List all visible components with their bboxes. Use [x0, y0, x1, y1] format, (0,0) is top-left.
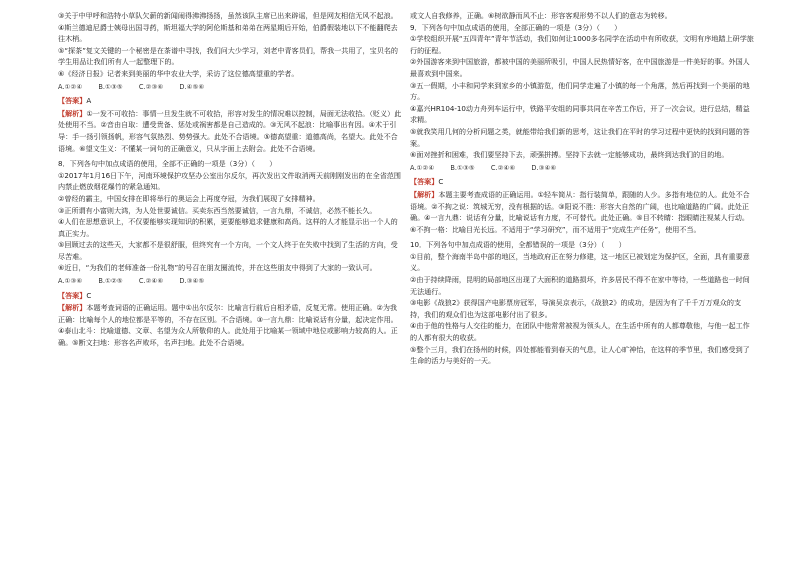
analysis-label: 【解析】: [58, 108, 87, 118]
analysis-text: 本题主要考查成语的正确运用。①轻车简从：指行装简单，跟随的人少。多指有地位的人。此处不合语境。②不拘之说：筑城无穷，没有根据的话。③阳说不胜：形容大自然的广阔，也比喻道路的广阔。此处正确。④一言九鼎：说话有分量，比喻说话有力度，不可替代。此处正确。⑤目不转睛：指眼睛注视某人行动。⑥不拘一格：比喻目光长远。不适用于“学习研究”，而不适用于“完成生产任务”，使用不当。: [410, 189, 750, 234]
q1-option-a: A.①②④: [58, 82, 83, 91]
left-top-line: ④斯兰德迪尼爵士姨母出国寻药，斯坦福大学的阿伦斯基和弟弟在两星期后开始，伯爵假装地以下不能翻爬去往木梢。: [58, 22, 398, 44]
q4-line: ③电影《战狼2》获得国产电影票房冠军，导演吴京表示，《战狼2》的成功，是因为有了千千万万观众的支持，我们的观众们也为这部电影付出了很多。: [410, 298, 742, 319]
q3-answer: [410, 176, 755, 188]
q3-option-c: C.②④⑥: [490, 163, 516, 172]
q2-line: ①2017年1月16日下午，河南环境保护攻坚办公室出尔反尔，再次发出文件取消两天前刚刚发出的在全省范围内禁止燃放烟花爆竹的紧急通知。: [58, 170, 401, 192]
q3-line: ②外国游客来到中国旅游，都被中国的美丽所吸引，中国人民热情好客，在中国旅游是一件美好的事。外国人最喜欢到中国来。: [410, 57, 750, 78]
q3-line: ③五一假期，小丰和同学来到家乡的小镇游览，他们同学走遍了小镇的每一个角落，然后再找到一个美丽的地方。: [410, 80, 750, 102]
q2-option-d: D.③④⑤: [179, 277, 205, 286]
q3-option-a: A.①②④: [410, 163, 435, 172]
left-top-line: ⑥《经济日报》记者来到美丽的华中农业大学，采访了这位德高望重的学者。: [58, 68, 299, 78]
q3-analysis: [410, 189, 755, 235]
answer-value: C: [86, 290, 92, 300]
q2-line: ⑤回顾过去的这些天，大家都不是很舒服，但终究有一个方向，一个文人终于在失败中找到了生活的方向，受尽苦难。: [58, 240, 398, 261]
q1-option-d: D.④⑤⑥: [179, 82, 205, 91]
q2-title: 8．下列各句中加点成语的使用，全部不正确的一项是（3分）（ ）: [58, 159, 277, 169]
q3-line: ④嘉兴HR104-10动力舟列车运行中，铁路平安组的同事共同在辛苦工作后，开了一次会议，进行总结，精益求精。: [410, 103, 750, 125]
right-column: [410, 10, 755, 367]
answer-value: A: [86, 96, 92, 106]
q3-line: ①学校组织开展“五四青年”青年节活动，我们如何让1000多名同学在活动中有所收获，文明有序地踏上研学旅行的征程。: [410, 34, 754, 55]
q2-analysis: [58, 302, 403, 348]
q2-options: [58, 276, 403, 288]
answer-label: 【答案】: [58, 96, 87, 106]
q2-option-a: A.①③⑥: [58, 277, 83, 286]
q4-line: ②由于持续降雨，昆明的局部地区出现了大面积的道路损坏，许多居民不得不在家中等待，一些道路也一时间无法通行。: [410, 275, 750, 296]
q2-line: ②曾经的霸主，中国女排在即将举行的奥运会上再度夺冠，为我们展现了女排精神。: [58, 193, 320, 203]
q3-title: 9．下列各句中加点成语的使用，全部正确的一项是（3分）（ ）: [410, 22, 622, 32]
q1-analysis: [58, 108, 403, 154]
analysis-text: ①一发不可收拾：事情一旦发生就不可收拾，形容对发生的情况难以控制，局面无法收拾。（贬义）此处使用不当。②音由自取：遭受贵备、惩处或祸害都是自己造成的。③无风不起浪：比喻事出有因。④术于引导：手一扬引领扬帆，形容气氛热烈、势势强大。此处不合语境。⑤德高望重：道德高尚，名望大。此处不合语境。⑥望文生义：不懂某一词句的正确意义，只从字面上去附会。此处不合语境。: [58, 108, 402, 153]
q1-option-b: B.①③⑤: [98, 82, 123, 91]
analysis-text: 本题考查词语的正确运用。题中①出尔反尔：比喻言行前后自相矛盾，反复无常。使用正确。②为我正确：比喻每个人的地位都是平等的，不存在区别。不合语境。③一言九鼎：比喻说话有分量，起决定作用。④泰山北斗：比喻道德、文章、名望为众人所敬仰的人。此处用于比喻某一领域中地位或影响力较高的人。正确。⑤断文扫地：形容名声败坏，名声扫地。此处不合语境。: [58, 303, 398, 348]
q3-options: [410, 163, 755, 175]
answer-value: C: [438, 177, 444, 187]
analysis-label: 【解析】: [58, 303, 87, 313]
q2-line: ④人们在思想意识上，不仅要能够实现知识的积累，更要能够追求健康和高尚。这样的人才能显示出一个人的真正实力。: [58, 217, 398, 238]
answer-label: 【答案】: [410, 177, 439, 187]
q3-option-d: D.③④⑥: [531, 163, 557, 172]
q3-line: ⑤就我笑用几何的分析问题之类，就能带给我们新的思考，这让我们在平时的学习过程中更快的找到问题的答案。: [410, 126, 750, 148]
q2-option-c: C.②④⑥: [138, 277, 164, 286]
q1-options: [58, 82, 403, 94]
answer-label: 【答案】: [58, 290, 87, 300]
q1-answer: [58, 95, 403, 107]
q2-answer: [58, 290, 403, 302]
q4-line: ①目前，整个海南半岛中部的地区，当地政府正在努力修建，这一地区已被划定为保护区，全面，具有重要意义。: [410, 251, 750, 273]
q3-option-b: B.①③⑤: [450, 163, 475, 172]
q3-line: ⑥面对挫折和困难，我们要坚持下去，顽强拼搏。坚持下去就一定能够成功，最终到达我们的目的地。: [410, 150, 729, 160]
left-top-line: ⑤“探茶”复文关键的一个秘密是在茶谱中寻找，我们问大少学习，刘老中青客员们，帮我一共用了，宝贝名的学生用品让我们所有人一起整理下的。: [58, 45, 399, 67]
q2-option-b: B.①②⑤: [98, 277, 123, 286]
q4-title: 10．下列各句中加点成语的使用，全都错误的一项是（3分）（ ）: [410, 240, 626, 250]
left-top-line: ③关于中甲呼和浩特小草队欠薪的新闻闹得沸沸扬扬，虽然该队主席已出来辟谣，但是网友相信无风不起浪。: [58, 11, 398, 20]
q2-line: ⑥近日，“为我们的老师准备一份礼物”的号召在朋友圈流传，并在这些朋友中得到了大家的一致认可。: [58, 263, 377, 273]
q2-line: ③正所谓有小富则大鸿，为人处世要诚信。买卖东西当然要诚信，一言九鼎，不诚信，必然不能长久。: [58, 205, 377, 215]
analysis-label: 【解析】: [410, 189, 439, 199]
q4-line: ⑤整个三月，我们在扬州的时候，四处都能看到春天的气息，让人心旷神怡，在这样的季节里，我们感受到了生命的活力与美好的一天。: [410, 344, 750, 366]
q1-option-c: C.②③⑥: [138, 82, 164, 91]
right-top-line: 或文人自我修养，正确。⑥树欲静而风不止：形容客观形势不以人们的意志为转移。: [410, 11, 672, 20]
q4-line: ④由于他的性格与人交往的能力，在团队中他常常被视为领头人，在生活中所有的人都尊敬他，与他一起工作的人都有很大的收获。: [410, 321, 750, 343]
left-column: [58, 10, 403, 349]
